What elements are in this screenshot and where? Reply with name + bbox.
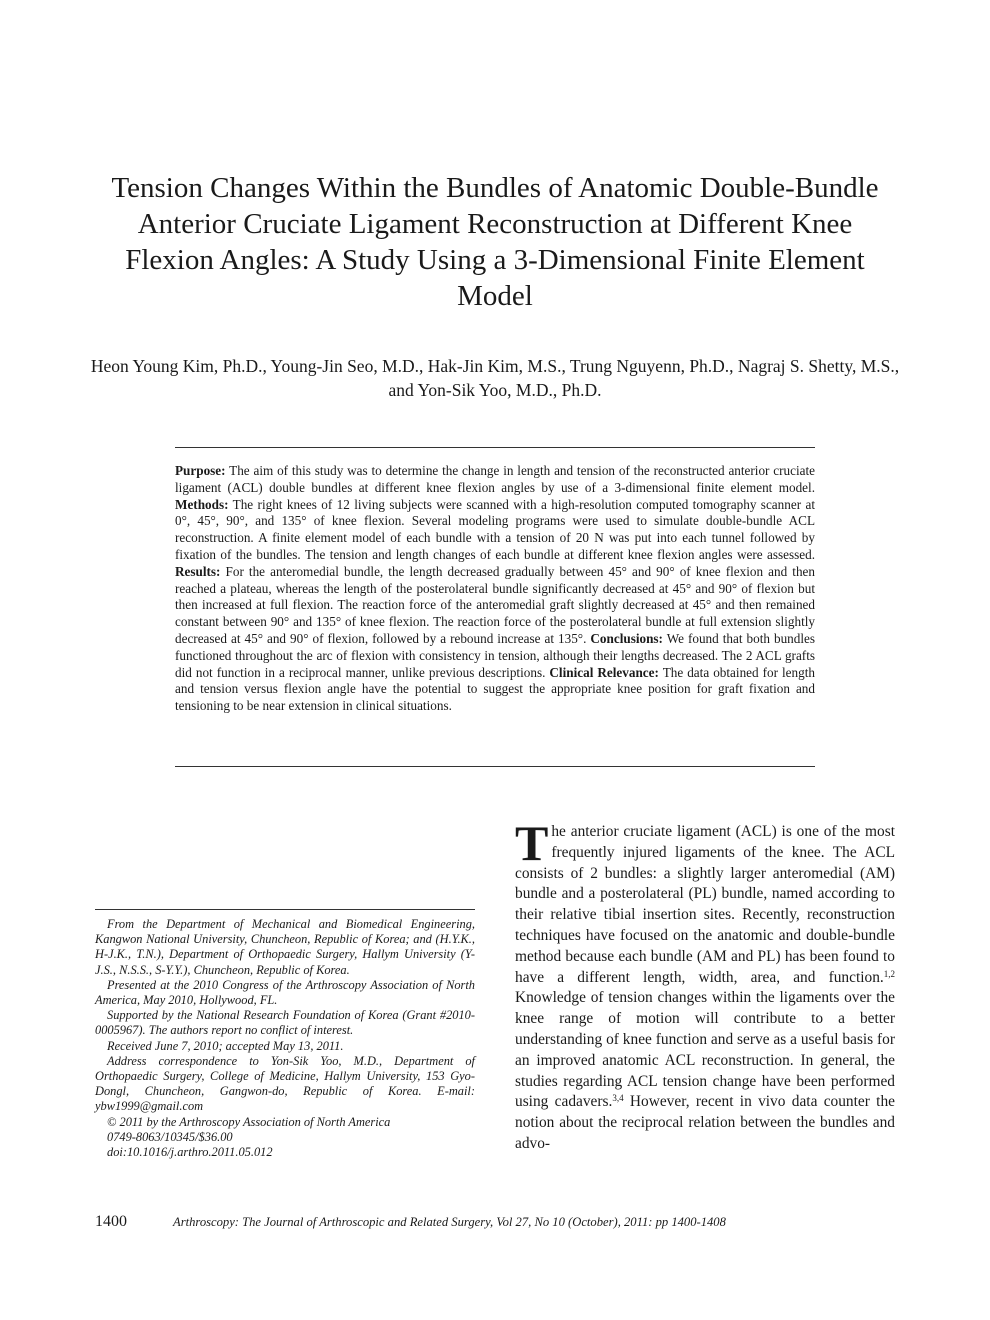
body-text-part-1: he anterior cruciate ligament (ACL) is one of the most frequently injured ligaments of the knee. The ACL consists of 2 bundles: a slightly larger anteromedial (AM) bundle and a posterolateral (PL) bundle, named according to their relative tibial insertion sites. Recently, reconstruction techniques have focused on the anatomic and double-bundle method because each bundle (AM and PL) has been found to have a different length, width, area, and function. xyxy=(515,823,895,986)
journal-citation: Arthroscopy: The Journal of Arthroscopic and Related Surgery, Vol 27, No 10 (October), 2011: pp 1400-1408 xyxy=(173,1215,726,1229)
footnote-presented: Presented at the 2010 Congress of the Arthroscopy Association of North America, May 2010, Hollywood, FL. xyxy=(95,977,475,1008)
abstract-methods-text: The right knees of 12 living subjects were scanned with a high-resolution computed tomography scanner at 0°, 45°, 90°, and 135° of knee flexion. Several modeling programs were used to simulate double-bundle ACL reconstruction. A finite element model of each bundle with a tension of 20 N was put into each tunnel followed by fixation of the bundles. The tension and length changes of each bundle at different knee flexion angles were assessed. xyxy=(175,496,815,562)
abstract-conclusions-text: We found that both bundles functioned throughout the arc of flexion with consistency in tension, although their lengths decreased. The 2 ACL grafts did not function in a reciprocal manner, unlike previous descriptions. xyxy=(175,630,816,680)
footnote-received: Received June 7, 2010; accepted May 13, 2011. xyxy=(107,1038,344,1053)
abstract-bottom-rule xyxy=(175,766,815,767)
citation-ref-3-4[interactable]: 3,4 xyxy=(612,1093,624,1104)
abstract-top-rule xyxy=(175,447,815,448)
footnote-doi: doi:10.1016/j.arthro.2011.05.012 xyxy=(107,1145,273,1160)
body-text-part-2: Knowledge of tension changes within the ligaments over the knee range of motion will contribute to a better understanding of knee function and serve as a useful basis for an improved anatomic ACL reconstruction. In general, the studies regarding ACL tension change have been performed using cadavers. xyxy=(515,989,895,1111)
drop-cap: T xyxy=(515,815,549,871)
author-list: Heon Young Kim, Ph.D., Young-Jin Seo, M.D., Hak-Jin Kim, M.S., Trung Nguyenn, Ph.D., Nagraj S. Shetty, M.S., and Yon-Sik Yoo, M.D., Ph.D. xyxy=(90,356,900,400)
abstract-methods-label: Methods: xyxy=(175,496,229,512)
abstract-results-text: For the anteromedial bundle, the length decreased gradually between 45° and 90° of knee flexion and then reached a plateau, whereas the length of the posterolateral bundle significantly decreased at 45° and 90° of flexion but then increased at full flexion. The reaction force of the anteromedial graft slightly decreased at 45° and then remained constant between 90° and 135° of knee flexion. The reaction force of the posterolateral bundle at full extension slightly decreased at 45° and 90° of flexion, followed by a rebound increase at 135°. xyxy=(175,563,815,646)
footnote-affiliation: From the Department of Mechanical and Biomedical Engineering, Kangwon National University, Chuncheon, Republic of Korea; and (H.Y.K., H-J.K., T.N.), Department of Orthopaedic Surgery, Hallym University (Y-J.S., N.S.S., S-Y.Y.), Chuncheon, Republic of Korea. xyxy=(95,917,475,977)
abstract xyxy=(175,463,815,715)
footnote-supported: Supported by the National Research Foundation of Korea (Grant #2010-0005967). The authors report no conflict of interest. xyxy=(95,1008,475,1038)
footnote-issn: 0749-8063/10345/$36.00 xyxy=(107,1129,233,1144)
abstract-relevance-label: Clinical Relevance: xyxy=(549,664,659,680)
abstract-purpose-text: The aim of this study was to determine the change in length and tension of the reconstructed anterior cruciate ligament (ACL) double bundles at different knee flexion angles by use of a 3-dimensional finite element model. xyxy=(175,463,815,495)
page-number: 1400 xyxy=(95,1213,127,1230)
citation-ref-1-2[interactable]: 1,2 xyxy=(883,968,895,979)
footnotes xyxy=(95,917,475,1160)
abstract-conclusions-label: Conclusions: xyxy=(590,630,663,646)
abstract-relevance-text: The data obtained for length and tension versus flexion angle have the potential to suggest the appropriate knee position for graft fixation and tensioning to be near extension in clinical situations. xyxy=(175,664,815,714)
footnote-correspondence: Address correspondence to Yon-Sik Yoo, M.D., Department of Orthopaedic Surgery, College of Medicine, Hallym University, 153 Gyo-Dongl, Chuncheon, Gangwon-do, Republic of Korea. E-mail: ybw1999@gmail.com xyxy=(95,1053,475,1114)
footnote-rule xyxy=(95,909,475,910)
article-title: Tension Changes Within the Bundles of Anatomic Double-Bundle Anterior Cruciate Ligament Reconstruction at Different Knee Flexion Angles: A Study Using a 3-Dimensional Finite Element Model xyxy=(111,172,879,312)
body-text-column xyxy=(515,815,895,1155)
abstract-results-label: Results: xyxy=(175,563,221,579)
abstract-purpose-label: Purpose: xyxy=(175,463,226,478)
body-text-part-3: However, recent in vivo data counter the notion about the reciprocal relation between the bundles and advo- xyxy=(515,1093,895,1152)
footnote-copyright: © 2011 by the Arthroscopy Association of North America xyxy=(107,1114,391,1129)
